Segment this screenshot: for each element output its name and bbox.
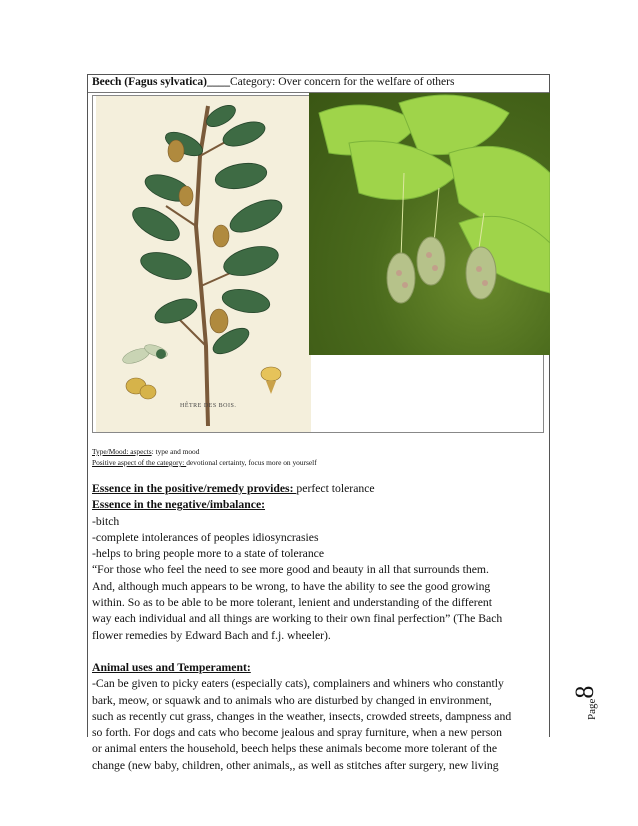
animal-line: -Can be given to picky eaters (especially cats), complainers and whiners who constantly [92, 677, 504, 691]
essence-item: -helps to bring people more to a state of tolerance [92, 547, 325, 561]
title-separator: ____ [206, 76, 230, 88]
essence-item: -bitch [92, 514, 120, 528]
page-number-label [572, 670, 612, 720]
type-mood-line [92, 447, 199, 456]
illustration-caption: HÊTRE DES BOIS. [180, 403, 237, 409]
positive-aspect-line [92, 458, 317, 467]
animal-line: bark, meow, or squawk and to animals who are disturbed by changed in environment, [92, 693, 492, 707]
quote-line: way each individual and all things are working to their own final perfection” (The Bach [92, 612, 503, 626]
positive-aspect-label: Positive aspect of the category: [92, 458, 187, 467]
positive-aspect-value: devotional certainty, focus more on yourself [186, 458, 317, 467]
animal-heading: Animal uses and Temperament: [92, 660, 251, 674]
animal-line: such as recently cut grass, changes in the weather, insects, crowded streets, dampness and [92, 709, 512, 723]
beech-photo [309, 93, 550, 355]
category-text: Category: Over concern for the welfare of others [229, 76, 455, 88]
body-text [92, 481, 552, 774]
botanical-illustration [96, 96, 311, 432]
page-word: Page [586, 698, 598, 720]
quote-line: within. So as to be able to be more tolerant, lenient and understanding of the different [92, 596, 492, 610]
type-mood-value: : type and mood [151, 447, 200, 456]
quote-line: flower remedies by Edward Bach and f.j. wheeler). [92, 628, 331, 642]
animal-line: so forth. For dogs and cats who become jealous and spray furniture, when a new person [92, 726, 502, 740]
page-number: 8 [570, 685, 599, 699]
essence-positive [92, 481, 552, 497]
plant-title: Beech (Fagus sylvatica) [92, 76, 207, 88]
essence-item: -complete intolerances of peoples idiosyncrasies [92, 530, 319, 544]
header-line [92, 76, 547, 88]
animal-line: change (new baby, children, other animals,, as well as stitches after surgery, new living [92, 758, 499, 772]
quote-line: “For those who feel the need to see more good and beauty in all that surrounds them. [92, 563, 489, 577]
essence-positive-value: perfect tolerance [296, 482, 375, 495]
essence-negative-label: Essence in the negative/imbalance: [92, 498, 266, 512]
quote-line: And, although much appears to be wrong, to have the ability to see the good growing [92, 579, 491, 593]
type-mood-label: Type/Mood: aspects [92, 447, 152, 456]
essence-positive-label: Essence in the positive/remedy provides: [92, 482, 297, 495]
animal-line: or animal enters the household, beech helps these animals become more tolerant of the [92, 742, 498, 756]
